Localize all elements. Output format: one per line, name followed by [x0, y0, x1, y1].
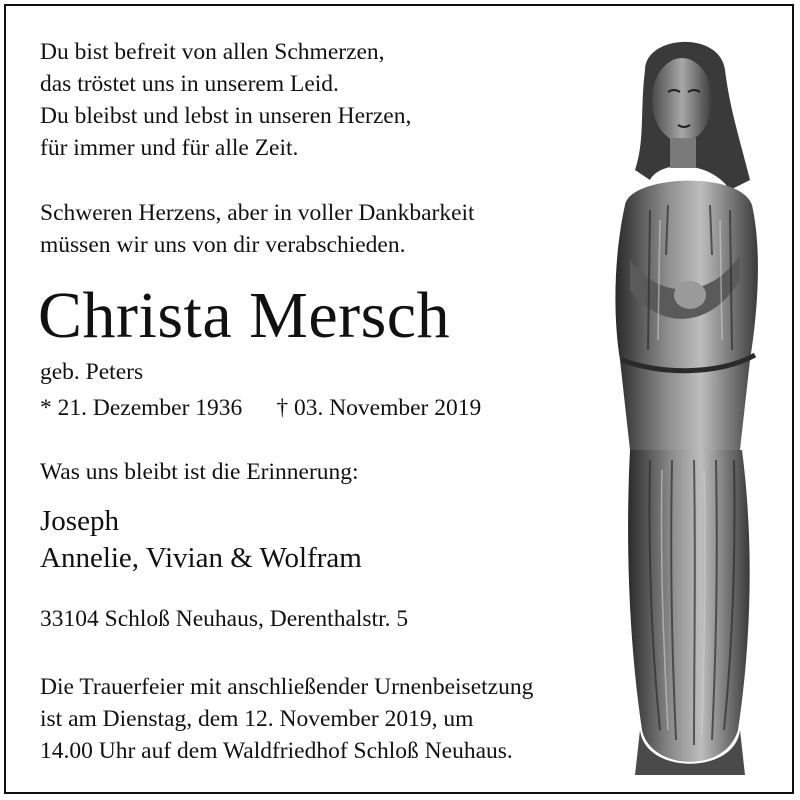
- funeral-line: ist am Dienstag, dem 12. November 2019, um: [40, 706, 474, 732]
- poem-line: das tröstet uns in unserem Leid.: [40, 71, 339, 97]
- funeral-details: [40, 671, 533, 767]
- poem: [40, 36, 411, 164]
- farewell-line: müssen wir uns von dir verabschieden.: [40, 232, 406, 258]
- mourner-name: Annelie, Vivian & Wolfram: [40, 542, 362, 574]
- funeral-line: Die Trauerfeier mit anschließender Urnenbeisetzung: [40, 674, 534, 700]
- farewell-text: [40, 197, 475, 261]
- poem-line: Du bleibst und lebst in unseren Herzen,: [40, 103, 412, 129]
- maiden-name: geb. Peters: [40, 359, 144, 385]
- address: 33104 Schloß Neuhaus, Derenthalstr. 5: [40, 606, 409, 632]
- deceased-name: Christa Mersch: [38, 279, 451, 352]
- funeral-line: 14.00 Uhr auf dem Waldfriedhof Schloß Neuhaus.: [40, 738, 513, 764]
- remembrance-intro: Was uns bleibt ist die Erinnerung:: [40, 459, 359, 485]
- poem-line: Du bist befreit von allen Schmerzen,: [40, 39, 385, 65]
- birth-date: * 21. Dezember 1936: [40, 395, 243, 421]
- farewell-line: Schweren Herzens, aber in voller Dankbarkeit: [40, 200, 475, 226]
- life-dates: [40, 392, 481, 424]
- mourners-list: [40, 503, 362, 577]
- poem-line: für immer und für alle Zeit.: [40, 135, 299, 161]
- mourner-name: Joseph: [40, 505, 119, 537]
- death-date: † 03. November 2019: [276, 395, 482, 421]
- statue-figure-icon: [590, 30, 790, 790]
